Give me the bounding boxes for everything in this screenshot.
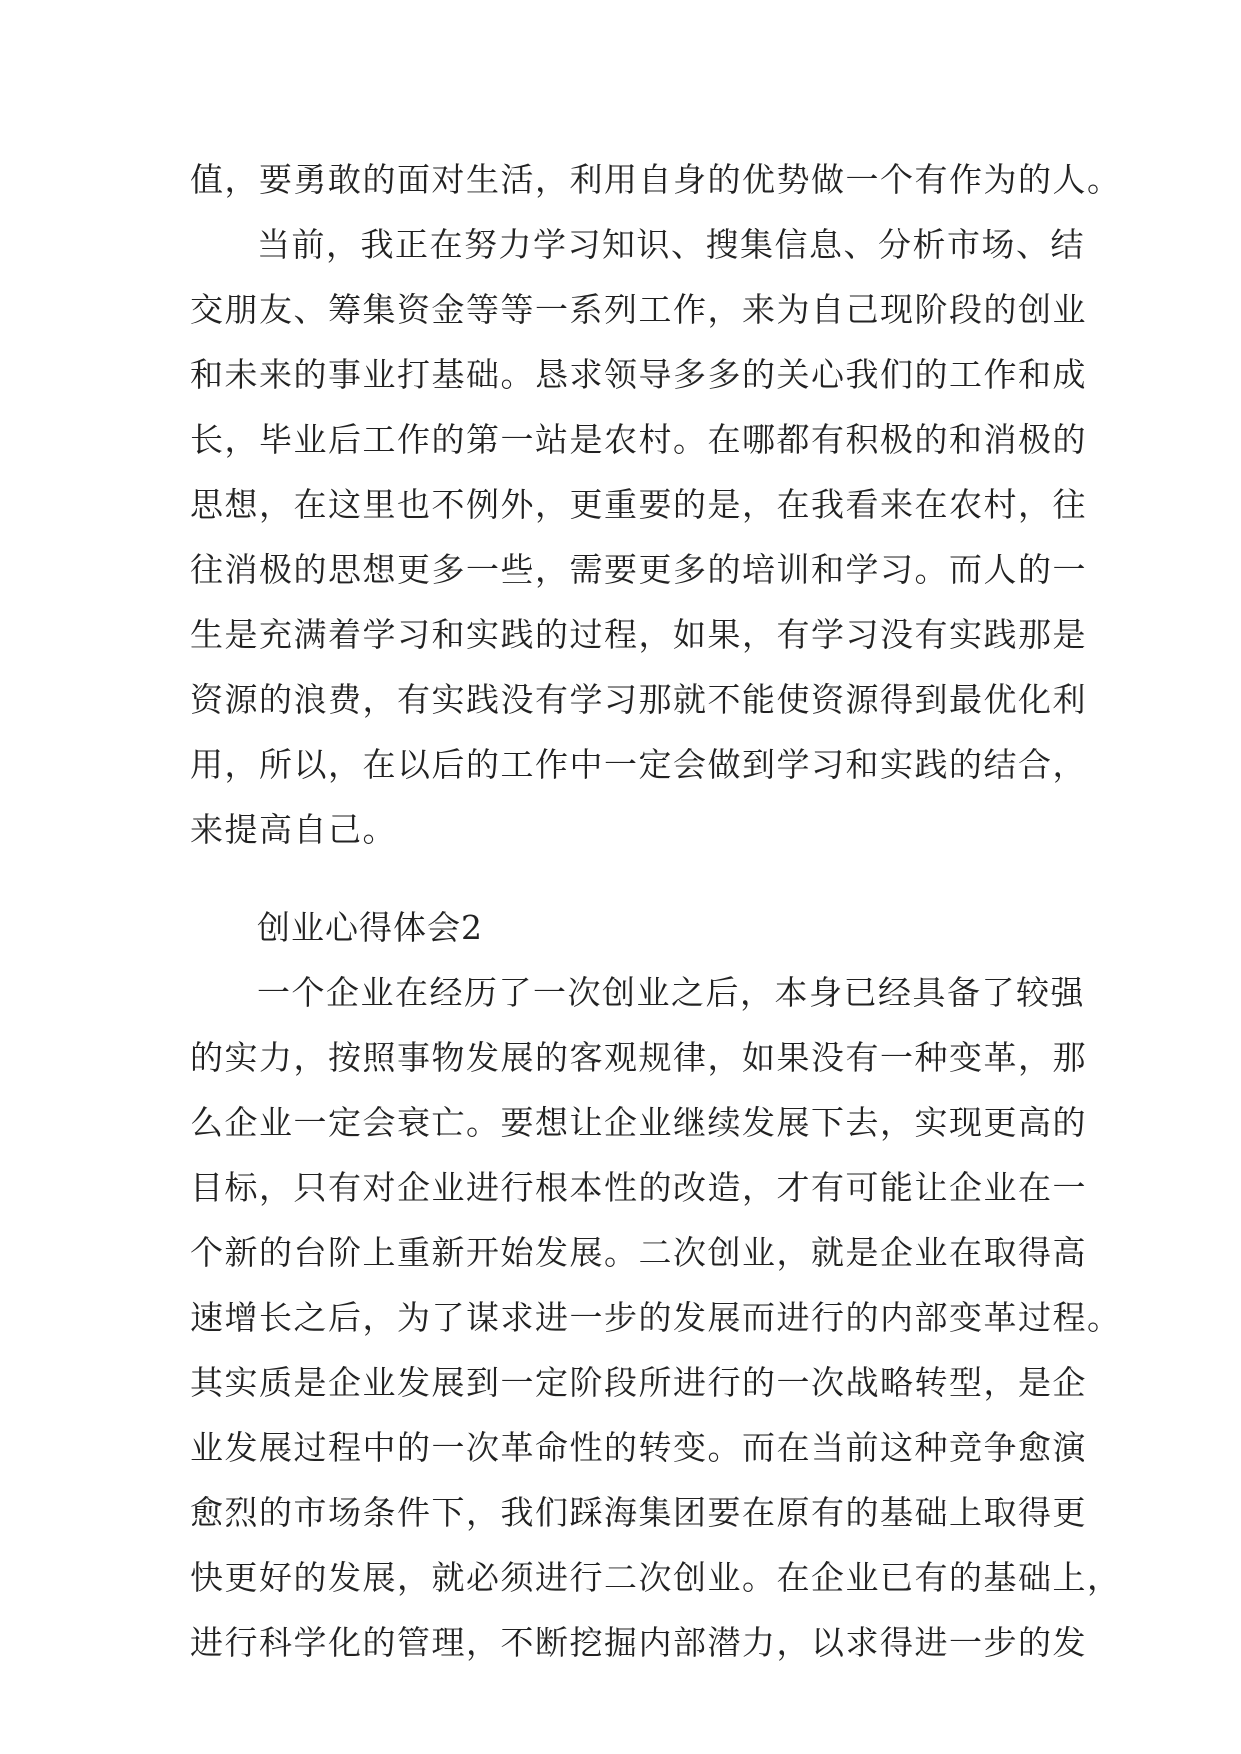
text-line: 进行科学化的管理，不断挖掘内部潜力，以求得进一步的发 [190,1623,1087,1662]
text-line: 生是充满着学习和实践的过程，如果，有学习没有实践那是 [190,615,1087,654]
section-title: 创业心得体会2 [257,908,483,947]
text-line: 值，要勇敢的面对生活，利用自身的优势做一个有作为的人。 [190,160,1122,199]
text-line: 来提高自己。 [190,810,397,849]
text-line: 目标，只有对企业进行根本性的改造，才有可能让企业在一 [190,1168,1087,1207]
text-line: 速增长之后，为了谋求进一步的发展而进行的内部变革过程。 [190,1298,1122,1337]
text-line: 资源的浪费，有实践没有学习那就不能使资源得到最优化利 [190,680,1087,719]
text-line: 一个企业在经历了一次创业之后，本身已经具备了较强 [257,973,1085,1012]
text-line: 和未来的事业打基础。恳求领导多多的关心我们的工作和成 [190,355,1087,394]
text-line: 长，毕业后工作的第一站是农村。在哪都有积极的和消极的 [190,420,1087,459]
text-line: 愈烈的市场条件下，我们踩海集团要在原有的基础上取得更 [190,1493,1087,1532]
text-line: 么企业一定会衰亡。要想让企业继续发展下去，实现更高的 [190,1103,1087,1142]
text-line: 个新的台阶上重新开始发展。二次创业，就是企业在取得高 [190,1233,1087,1272]
text-line: 往消极的思想更多一些，需要更多的培训和学习。而人的一 [190,550,1087,589]
text-line: 快更好的发展，就必须进行二次创业。在企业已有的基础上， [190,1558,1122,1597]
text-line: 交朋友、筹集资金等等一系列工作，来为自己现阶段的创业 [190,290,1087,329]
text-line: 用，所以，在以后的工作中一定会做到学习和实践的结合， [190,745,1087,784]
text-line: 思想，在这里也不例外，更重要的是，在我看来在农村，往 [190,485,1087,524]
text-line: 业发展过程中的一次革命性的转变。而在当前这种竞争愈演 [190,1428,1087,1467]
text-line: 当前，我正在努力学习知识、搜集信息、分析市场、结 [257,225,1085,264]
text-line: 的实力，按照事物发展的客观规律，如果没有一种变革，那 [190,1038,1087,1077]
text-line: 其实质是企业发展到一定阶段所进行的一次战略转型，是企 [190,1363,1087,1402]
